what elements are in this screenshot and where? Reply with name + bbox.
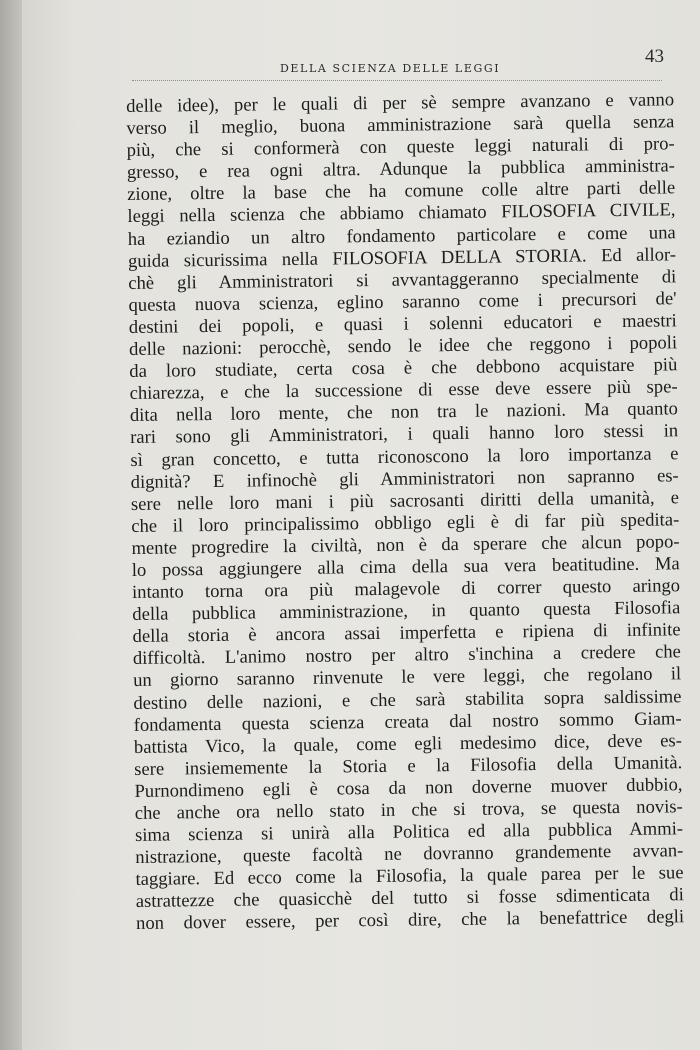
text-line: leggi nella scienza che abbiamo chiamato FILOSOFIA CIVILE, bbox=[127, 199, 676, 228]
text-line: non dover essere, per così dire, che la benefattrice degli bbox=[135, 906, 685, 935]
body-text bbox=[126, 89, 684, 935]
text-line: sere nelle loro mani i più sacrosanti diritti della umanità, e bbox=[130, 486, 680, 515]
text-line: Purnondimeno egli è cosa da non doverne muover dubbio, bbox=[134, 774, 683, 802]
text-line: destini dei popoli, e quasi i solenni educatori e maestri bbox=[128, 310, 677, 338]
page-number: 43 bbox=[645, 46, 664, 67]
text-line: da loro studiate, certa cosa è che debbono acquistare più bbox=[129, 354, 678, 383]
text-line: della storia è ancora assai imperfetta e ripiena di infinite bbox=[132, 619, 681, 648]
text-line: nistrazione, queste facoltà ne dovranno grandemente avvan- bbox=[135, 840, 684, 869]
text-line: intanto torna ora più malagevole di correr questo aringo bbox=[131, 575, 681, 604]
text-line: dita nella loro mente, che non tra le nazioni. Ma quanto bbox=[129, 398, 678, 427]
text-line: più, che si conformerà con queste leggi naturali di pro- bbox=[126, 133, 675, 162]
text-line: questa nuova scienza, eglino saranno come i precursori de' bbox=[128, 288, 677, 316]
text-line: rari sono gli Amministratori, i quali hanno loro stessi in bbox=[130, 420, 679, 449]
text-line: battista Vico, la quale, come egli medesimo dice, deve es- bbox=[133, 729, 683, 758]
text-line: sì gran concetto, e tutta riconoscono la loro importanza e bbox=[130, 442, 679, 471]
text-line: lo possa aggiungere alla cima della sua vera beatitudine. Ma bbox=[131, 553, 680, 581]
text-line: chiarezza, e che la successione di esse deve essere più spe- bbox=[129, 376, 678, 405]
text-line: mente progredire la civiltà, non è da sperare che alcun popo- bbox=[131, 531, 680, 559]
text-line: astrattezze che quasicchè del tutto si fosse sdimenticata di bbox=[135, 884, 684, 913]
text-line: delle idee), per le quali di per sè sempre avanzano e vanno bbox=[126, 89, 675, 117]
text-line: che anche ora nello stato in che si trova, se questa novis- bbox=[134, 796, 683, 824]
text-line: zione, oltre la base che ha comune colle altre parti delle bbox=[127, 177, 676, 206]
text-line: sima scienza si unirà alla Politica ed alla pubblica Ammi- bbox=[134, 818, 684, 847]
page-header bbox=[132, 46, 672, 86]
text-line: destino delle nazioni, e che sarà stabilita sopra saldissime bbox=[133, 685, 682, 714]
text-line: gresso, e rea ogni altra. Adunque la pubblica amministra- bbox=[126, 155, 676, 184]
book-spine-shadow bbox=[0, 0, 22, 1050]
running-head: DELLA SCIENZA DELLE LEGGI bbox=[280, 62, 501, 75]
text-line: dignità? E infinochè gli Amministratori non sapranno es- bbox=[130, 464, 679, 493]
text-line: chè gli Amministratori si avvantaggeranno specialmente di bbox=[128, 266, 677, 294]
header-rule bbox=[132, 80, 662, 81]
text-line: un giorno saranno rinvenute le vere leggi, che regolano il bbox=[133, 663, 682, 692]
text-line: guida sicurissima nella FILOSOFIA DELLA STORIA. Ed allor- bbox=[127, 243, 677, 272]
book-page bbox=[22, 0, 700, 1050]
text-line: verso il meglio, buona amministrazione sarà quella senza bbox=[126, 111, 675, 140]
text-line: della pubblica amministrazione, in quanto questa Filosofia bbox=[132, 597, 681, 626]
text-line: ha eziandio un altro fondamento particolare e come una bbox=[127, 221, 676, 250]
text-line: difficoltà. L'animo nostro per altro s'inchina a credere che bbox=[132, 641, 681, 670]
text-line: fondamenta questa scienza creata dal nostro sommo Giam- bbox=[133, 707, 682, 736]
text-line: che il loro principalissimo obbligo egli è di far più spedita- bbox=[131, 509, 680, 537]
text-line: delle nazioni: perocchè, sendo le idee che reggono i popoli bbox=[128, 332, 678, 361]
text-line: sere insiememente la Storia e la Filosofia della Umanità. bbox=[134, 752, 683, 780]
text-line: taggiare. Ed ecco come la Filosofia, la quale parea per le sue bbox=[135, 862, 684, 891]
